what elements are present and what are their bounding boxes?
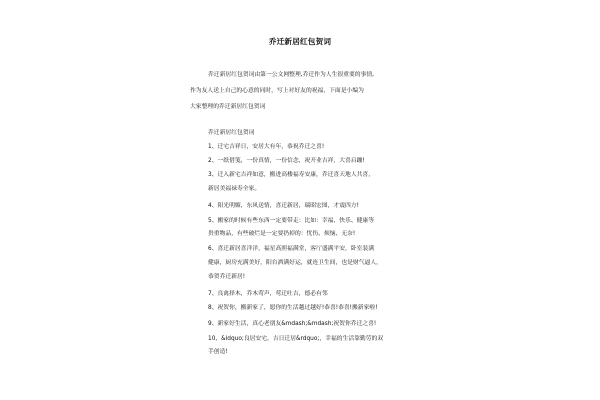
list-line: 3、迁入新宅吉祥如意，搬进高楼福寿安康，乔迁喜天地人共喜， [208, 172, 375, 178]
list-line: 9、新家好生活，真心老朋友&mdash;&mdash;祝贺你乔迁之喜! [208, 321, 377, 327]
list-line: 10、&ldquo;良居安宅，吉日迁居&rdquo;，幸福的生活靠勤劳的双 [208, 336, 384, 342]
list-line: 健康，厨房充满美好，阳台洒满好运，就连卫生间，也是财气逼人， [208, 260, 382, 266]
list-line: 8、祝贺你，搬新家了，愿你的生活越过越好!恭喜!恭喜!搬新家啦! [208, 305, 378, 311]
intro-line: 大家整理的乔迁新居红包贺词 [190, 104, 266, 110]
list-line: 6、喜迁新居喜洋洋，福星高照福满堂，客厅盛满平安，卧室装满 [208, 246, 375, 252]
document-title: 乔迁新居红包贺词 [268, 37, 332, 46]
list-line: 贵重物品，有些破烂是一定要扔掉的：忧伤、烦恼、无奈! [208, 231, 356, 237]
list-line: 手创造! [208, 349, 228, 355]
list-line: 1、迁宅吉祥日，安居大有年，恭祝乔迁之喜! [208, 144, 325, 150]
list-line: 7、良禽择木，乔木莺声，莺迁吐吉，德必有邻 [208, 291, 328, 297]
intro-line: 作为友人送上自己的心意的同时，写上对好友的祝福，下面是小编为 [190, 88, 364, 94]
list-line: 新居美福禄寿全家。 [208, 186, 261, 192]
list-line: 4、阳光明媚，东风送情，喜迁新居，瑞昭宏图，才震四方! [208, 203, 359, 209]
section-heading: 乔迁新居红包贺词 [208, 130, 255, 136]
intro-line: 乔迁新居红包贺词由第一公文网整理,乔迁作为人生很重要的事情, [208, 72, 374, 78]
list-line: 恭贺乔迁新居! [208, 274, 246, 280]
list-line: 5、搬家的时候有些东西一定要带走：比如：幸福、快乐、健康等 [208, 218, 375, 224]
list-line: 2、一纸借笺，一份真情，一份信念，祝开业吉祥，大喜启蹦! [208, 158, 365, 164]
